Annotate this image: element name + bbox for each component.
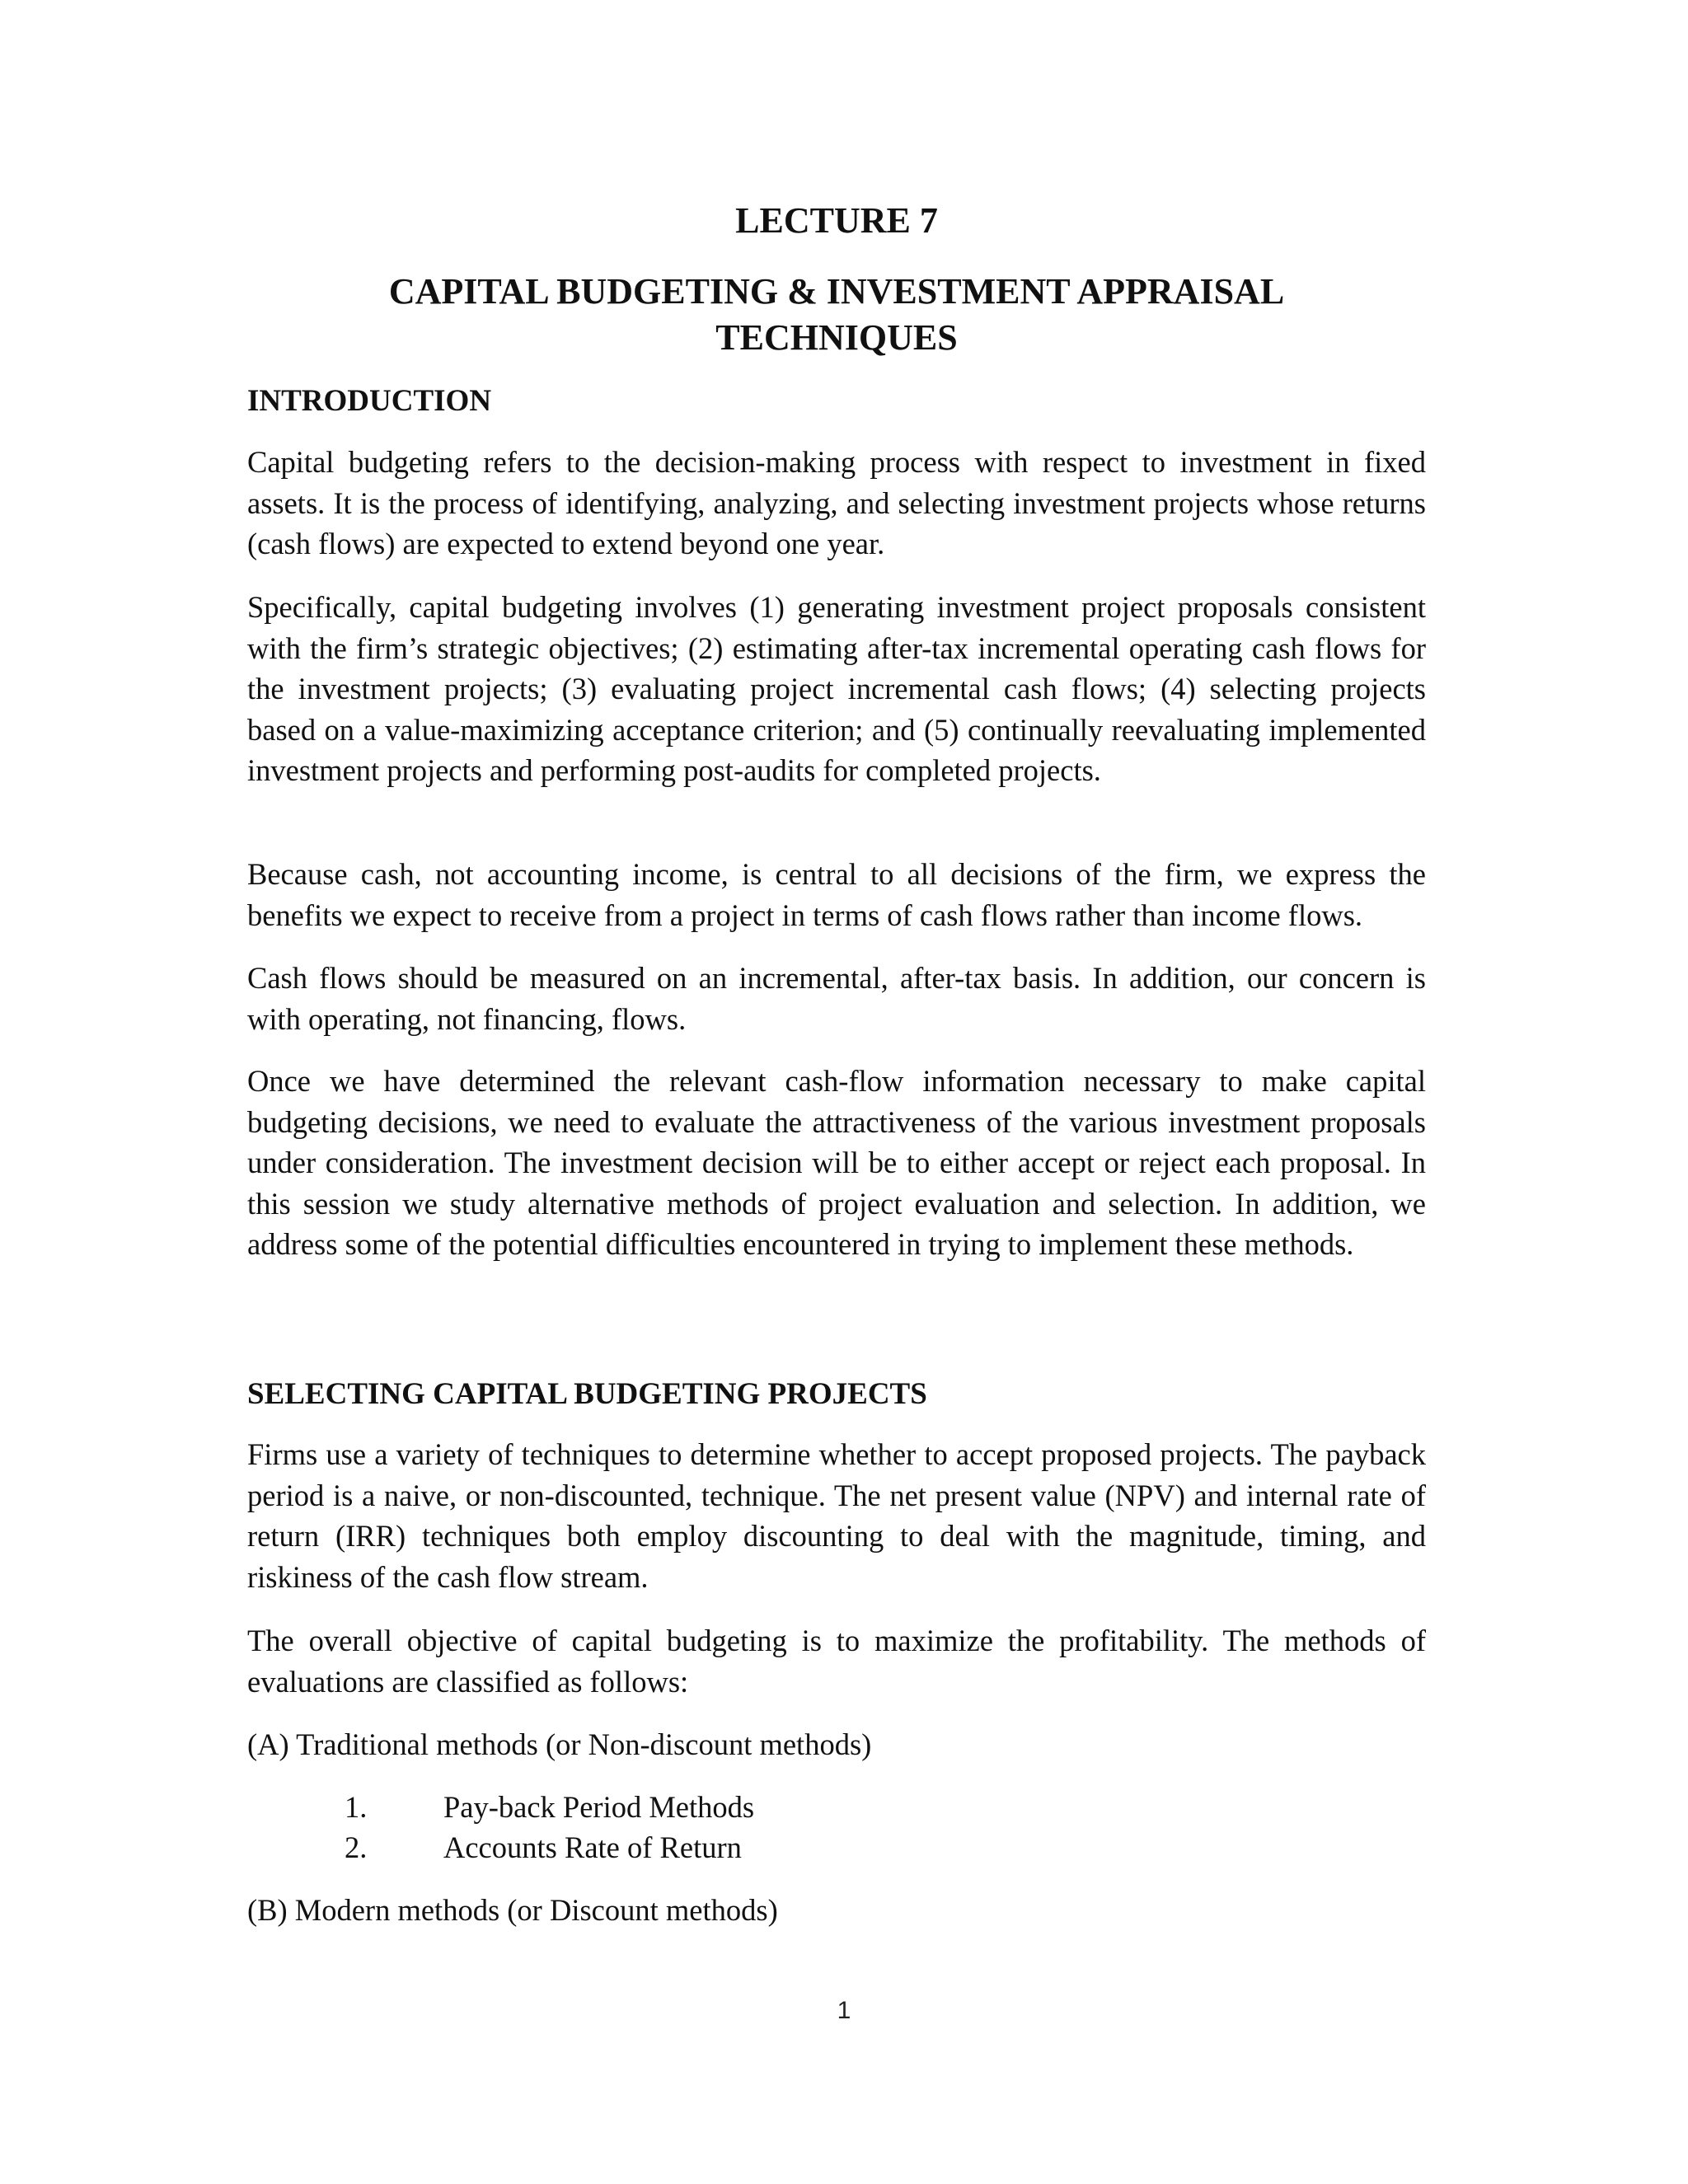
intro-paragraph-3: Because cash, not accounting income, is central to all decisions of the firm, we express the benefits we expect to receive from a project in terms of cash flows rather than income flows.	[247, 857, 1426, 932]
list-item	[247, 1827, 1426, 1868]
intro-paragraph-1: Capital budgeting refers to the decision-making process with respect to investment in fixed assets. It is the process of identifying, analyzing, and selecting investment projects whose returns (cash flows) are expected to extend beyond one year.	[247, 445, 1426, 560]
lecture-title: LECTURE 7	[735, 200, 938, 241]
main-title-line1: CAPITAL BUDGETING & INVESTMENT APPRAISAL	[388, 271, 1285, 312]
traditional-methods-label: (A) Traditional methods (or Non-discount methods)	[247, 1727, 872, 1761]
list-item-text: Pay-back Period Methods	[443, 1790, 755, 1824]
introduction-heading: INTRODUCTION	[247, 384, 492, 418]
list-item-number: 1.	[345, 1790, 368, 1824]
modern-methods-label: (B) Modern methods (or Discount methods)	[247, 1893, 778, 1927]
list-item-number: 2.	[345, 1830, 368, 1864]
selecting-paragraph-1: Firms use a variety of techniques to determine whether to accept proposed projects. The payback period is a naive, or non-discounted, technique. The net present value (NPV) and internal rate of return (IRR) techniques both employ discounting to deal with the magnitude, timing, and riskiness of the cash flow stream.	[247, 1437, 1426, 1594]
intro-paragraph-2: Specifically, capital budgeting involves (1) generating investment project proposals consistent with the firm’s strategic objectives; (2) estimating after-tax incremental operating cash flows for the investment projects; (3) evaluating project incremental cash flows; (4) selecting projects based on a value-maximizing acceptance criterion; and (5) continually reevaluating implemented investment projects and performing post-audits for completed projects.	[247, 590, 1426, 787]
traditional-methods-list	[247, 1787, 1426, 1868]
selecting-projects-heading: SELECTING CAPITAL BUDGETING PROJECTS	[247, 1377, 927, 1411]
intro-paragraph-5: Once we have determined the relevant cash-flow information necessary to make capital budgeting decisions, we need to evaluate the attractiveness of the various investment proposals under consideration. The investment decision will be to either accept or reject each proposal. In this session we study alternative methods of project evaluation and selection. In addition, we address some of the potential difficulties encountered in trying to implement these methods.	[247, 1064, 1426, 1261]
list-item-text: Accounts Rate of Return	[443, 1830, 742, 1864]
list-item	[247, 1787, 1426, 1827]
page-number: 1	[837, 1997, 851, 2024]
intro-paragraph-4: Cash flows should be measured on an incremental, after-tax basis. In addition, our concern is with operating, not financing, flows.	[247, 961, 1426, 1036]
selecting-paragraph-2: The overall objective of capital budgeting is to maximize the profitability. The methods of evaluations are classified as follows:	[247, 1624, 1426, 1699]
main-title-line2: TECHNIQUES	[715, 317, 958, 358]
main-title	[247, 269, 1426, 361]
